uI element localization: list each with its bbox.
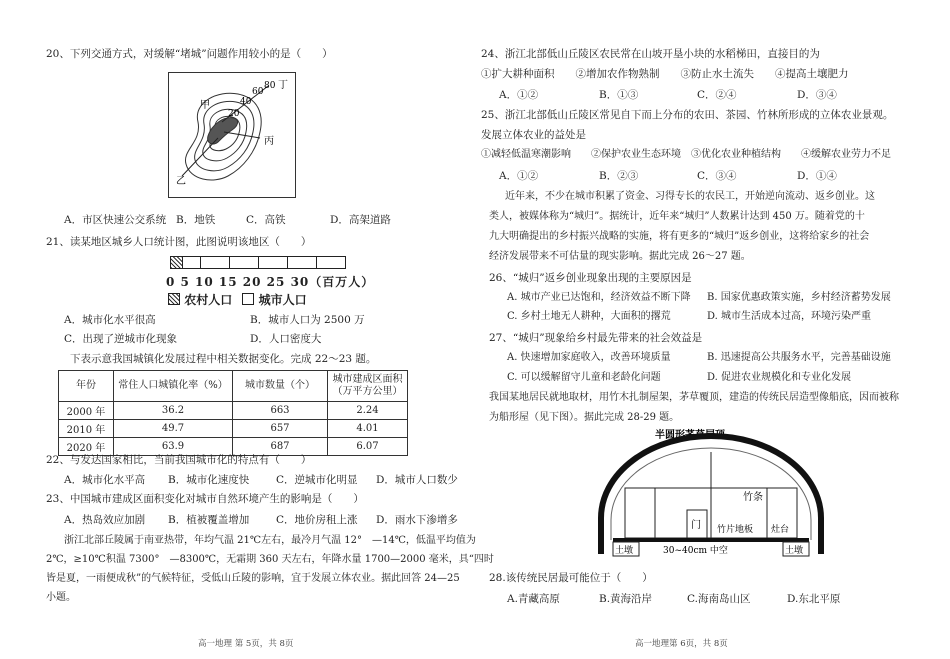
q24-option-b: B．①③ xyxy=(599,89,639,101)
q24-option-d: D．③④ xyxy=(797,89,837,101)
q20-stem: 20、下列交通方式，对缓解“堵城”问题作用较小的是（ ） xyxy=(46,48,333,60)
passage1-line-1: 近年来，不少在城市积累了资金、习得专长的农民工，开始逆向流动、返乡创业。这 xyxy=(505,191,875,202)
passage-line-2: 2℃，≥10℃积温 7300° —8300℃，无霜期 360 天左右，年降水量 1700—2000 毫米，具“四时 xyxy=(46,554,494,565)
q22-option-d: D．城市人口数少 xyxy=(376,474,458,486)
contour-map xyxy=(168,72,296,198)
cell: 687 xyxy=(233,438,328,456)
urbanization-table xyxy=(58,370,408,456)
q24-option-c: C．②④ xyxy=(697,89,737,101)
contour-60: 60 xyxy=(252,87,264,97)
cell: 2010 年 xyxy=(59,420,114,438)
q21-stem: 21、读某地区城乡人口统计图，此图说明该地区（ ） xyxy=(46,236,312,248)
q21-option-d: D．人口密度大 xyxy=(250,333,322,345)
label-door: 门 xyxy=(691,520,701,531)
legend-rural: 农村人口 xyxy=(184,293,233,307)
passage-line-4: 小题。 xyxy=(46,592,76,603)
q25-option-b: B．②③ xyxy=(599,170,639,182)
q27-option-a: A. 快速增加家庭收入，改善环境质量 xyxy=(507,352,671,363)
table-row xyxy=(59,420,408,438)
cell: 4.01 xyxy=(328,420,408,438)
passage-line-3: 皆是夏，一雨便成秋”的气候特征，受低山丘陵的影响，宜于发展立体农业。据此回答 24—25 xyxy=(46,573,460,584)
label-floor: 竹片地板 xyxy=(717,525,754,535)
q22-stem: 22、与发达国家相比，当前我国城市化的特点有（ ） xyxy=(46,454,312,466)
passage2-line-2: 为船形屋（见下图）。据此完成 28-29 题。 xyxy=(489,412,680,423)
header-year: 年份 xyxy=(59,371,114,402)
q21-option-a: A．城市化水平很高 xyxy=(64,314,156,326)
q26-stem: 26、“城归”返乡创业现象出现的主要原因是 xyxy=(489,272,692,284)
q28-stem: 28.该传统民居最可能位于（ ） xyxy=(489,572,653,584)
map-label-ding: 丁 xyxy=(278,80,288,91)
passage-line-1: 浙江北部丘陵属于南亚热带，年均气温 21℃左右，最冷月气温 12° —14℃，低温平均值为 xyxy=(64,535,476,546)
table-row xyxy=(59,402,408,420)
rural-segment xyxy=(171,257,183,268)
cell: 36.2 xyxy=(114,402,233,420)
q22-option-c: C．逆城市化明显 xyxy=(276,474,358,486)
rural-swatch xyxy=(168,293,180,305)
contour-20: 20 xyxy=(228,109,240,119)
q20-option-d: D．高架道路 xyxy=(330,214,391,226)
label-roof: 半圆形茅草屋顶 xyxy=(655,430,725,441)
q20-option-b: B．地铁 xyxy=(176,214,216,226)
label-gap: 30~40cm 中空 xyxy=(663,546,728,556)
map-label-yi: 乙 xyxy=(176,176,186,187)
q21-option-b: B．城市人口为 2500 万 xyxy=(250,314,365,326)
header-rate: 常住人口城镇化率（%） xyxy=(114,371,233,402)
bar-axis: 0 5 10 15 20 25 30（百万人） xyxy=(166,275,375,289)
cell: 2000 年 xyxy=(59,402,114,420)
label-bamboo: 竹条 xyxy=(743,492,763,503)
passage1-line-2: 类人，被媒体称为“城归”。据统计，近年来“城归”人数累计达到 450 万。随着党的十 xyxy=(489,211,865,222)
q23-option-d: D．雨水下渗增多 xyxy=(376,514,458,526)
q28-option-c: C.海南岛山区 xyxy=(687,593,751,605)
q22-option-b: B．城市化速度快 xyxy=(168,474,250,486)
q26-option-c: C. 乡村土地无人耕种，大面积的撂荒 xyxy=(507,311,671,322)
right-page xyxy=(475,0,950,659)
cell: 6.07 xyxy=(328,438,408,456)
map-label-bing: 丙 xyxy=(264,136,274,147)
q24-stem: 24、浙江北部低山丘陵区农民常在山坡开垦小块的水稻梯田，直接目的为 xyxy=(481,48,820,60)
q24-option-a: A．①② xyxy=(499,89,539,101)
q23-stem: 23、中国城市建成区面积变化对城市自然环境产生的影响是（ ） xyxy=(46,493,364,505)
bar-legend xyxy=(168,291,307,308)
q27-stem: 27、“城归”现象给乡村最先带来的社会效益是 xyxy=(489,332,703,344)
q27-option-c: C. 可以缓解留守儿童和老龄化问题 xyxy=(507,372,661,383)
table-intro: 下表示意我国城镇化发展过程中相关数据变化。完成 22～23 题。 xyxy=(70,353,377,365)
label-stove: 灶台 xyxy=(771,525,790,535)
q25-items: ①减轻低温寒潮影响 ②保护农业生态环境 ③优化农业种植结构 ④缓解农业劳力不足 xyxy=(481,149,891,160)
q24-items: ①扩大耕种面积 ②增加农作物熟制 ③防止水土流失 ④提高土壤肥力 xyxy=(481,68,849,80)
cell: 2.24 xyxy=(328,402,408,420)
cell: 2020 年 xyxy=(59,438,114,456)
q25-option-d: D．①④ xyxy=(797,170,837,182)
cell: 63.9 xyxy=(114,438,233,456)
contour-40: 40 xyxy=(240,97,252,107)
contour-80: 80 xyxy=(264,81,276,91)
right-footer: 高一地理第 6页，共 8页 xyxy=(635,639,728,649)
passage2-line-1: 我国某地居民就地取材，用竹木扎制屋架，茅草覆顶，建造的传统民居造型像船底，因而被称 xyxy=(489,392,899,403)
q21-option-c: C．出现了逆城市化现象 xyxy=(64,333,178,345)
population-bar xyxy=(170,256,346,269)
q23-option-a: A．热岛效应加剧 xyxy=(64,514,146,526)
q28-option-b: B.黄海沿岸 xyxy=(599,593,653,605)
q23-option-b: B．植被覆盖增加 xyxy=(168,514,250,526)
map-label-jia: 甲 xyxy=(200,100,210,111)
header-area: 城市建成区面积（万平方公里） xyxy=(328,371,408,402)
passage1-line-4: 经济发展带来不可估量的现实影响。据此完成 26～27 题。 xyxy=(489,251,751,262)
cell: 663 xyxy=(233,402,328,420)
q25-option-c: C．③④ xyxy=(697,170,737,182)
q28-option-d: D.东北平原 xyxy=(787,593,841,605)
q25-stem-1: 25、浙江北部低山丘陵区常见自下而上分布的农田、茶园、竹林所形成的立体农业景观。 xyxy=(481,109,894,121)
q22-option-a: A．城市化水平高 xyxy=(64,474,146,486)
label-earth-left: 土墩 xyxy=(615,546,634,556)
urban-swatch xyxy=(242,293,254,305)
label-earth-right: 土墩 xyxy=(785,546,804,556)
cell: 49.7 xyxy=(114,420,233,438)
q26-option-a: A. 城市产业已达饱和，经济效益不断下降 xyxy=(507,292,691,303)
q20-option-a: A．市区快速公交系统 xyxy=(64,214,167,226)
cell: 657 xyxy=(233,420,328,438)
q25-option-a: A．①② xyxy=(499,170,539,182)
q27-option-b: B. 迅速提高公共服务水平，完善基础设施 xyxy=(707,352,891,363)
q20-option-c: C．高铁 xyxy=(246,214,286,226)
q27-option-d: D. 促进农业规模化和专业化发展 xyxy=(707,372,852,383)
q28-option-a: A.青藏高原 xyxy=(507,593,560,605)
header-count: 城市数量（个） xyxy=(233,371,328,402)
left-footer: 高一地理 第 5页，共 8页 xyxy=(198,639,294,649)
passage1-line-3: 九大明确提出的乡村振兴战略的实施，将有更多的“城归”返乡创业，这将给家乡的社会 xyxy=(489,231,870,242)
table-header-row xyxy=(59,371,408,402)
q25-stem-2: 发展立体农业的益处是 xyxy=(481,129,586,141)
q26-option-b: B. 国家优惠政策实施，乡村经济蓄势发展 xyxy=(707,292,891,303)
legend-urban: 城市人口 xyxy=(258,293,307,307)
q23-option-c: C．地价房租上涨 xyxy=(276,514,358,526)
boat-house-diagram xyxy=(593,428,829,564)
q26-option-d: D. 城市生活成本过高，环境污染严重 xyxy=(707,311,872,322)
